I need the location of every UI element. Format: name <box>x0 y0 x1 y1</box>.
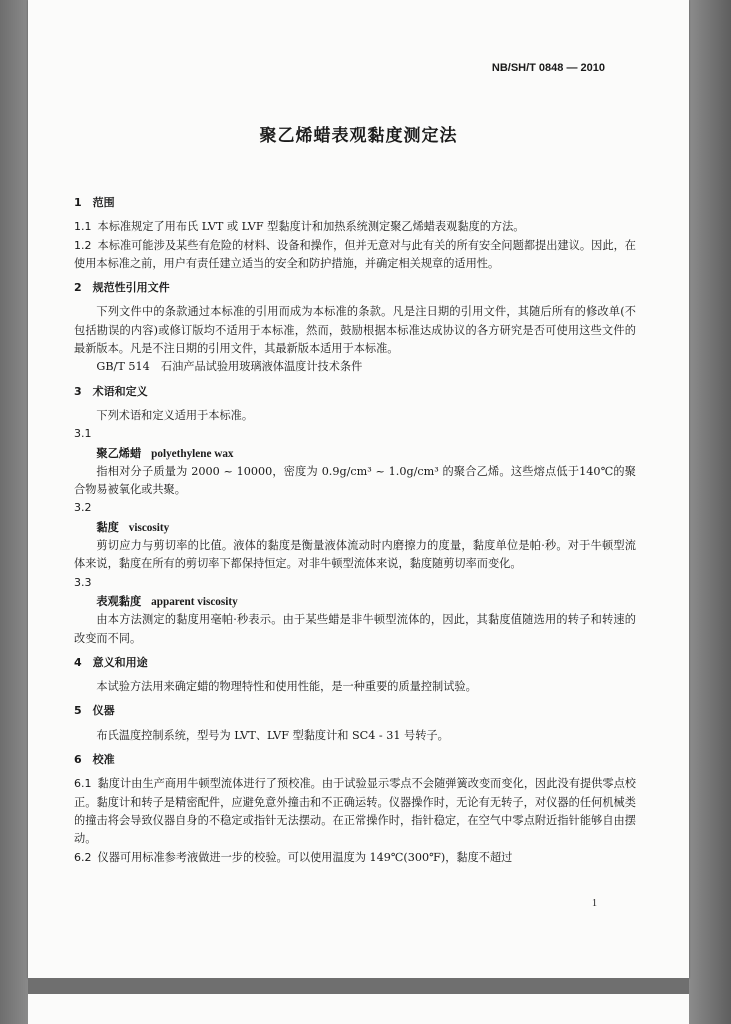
term-cn: 表观黏度 <box>96 593 142 608</box>
clause-text: 黏度计由生产商用牛顿型流体进行了预校准。由于试验显示零点不会随弹簧改变而变化，因此没有提供零点校正。黏度计和转子是精密配件，应避免意外撞击和不正确运转。仪器操作时，无论有无转子，对仪器的任何机械类的撞击将会导致仪器自身的不稳定或指针无法摆动。在正常操作时，指针稳定，在空气中零点附近指针能够自由摆动。 <box>74 777 636 846</box>
document-body <box>74 188 636 867</box>
term-viscosity <box>74 518 636 537</box>
term-polyethylene-wax <box>74 444 636 463</box>
clause-1-1 <box>74 218 636 236</box>
term-en: polyethylene wax <box>151 447 234 460</box>
clause-6-2 <box>74 849 636 867</box>
reference-entry: GB/T 514 石油产品试验用玻璃液体温度计技术条件 <box>96 360 363 374</box>
page-number: 1 <box>592 898 597 909</box>
clause-number: 1.2 <box>74 238 92 252</box>
next-page-edge <box>28 994 689 1024</box>
term-cn: 黏度 <box>96 519 119 534</box>
section-heading-references: 2 规范性引用文件 <box>74 281 170 295</box>
term-number: 3.2 <box>74 501 92 515</box>
term-number: 3.3 <box>74 575 92 589</box>
term-definition: 由本方法测定的黏度用毫帕·秒表示。由于某些蜡是非牛顿型流体的，因此，其黏度值随选用的转子和转速的改变而不同。 <box>74 613 636 645</box>
clause-text: 本标准可能涉及某些有危险的材料、设备和操作，但并无意对与此有关的所有安全问题都提出建议。因此，在使用本标准之前，用户有责任建立适当的安全和防护措施，并确定相关规章的适用性。 <box>74 238 636 270</box>
clause-text: 本标准规定了用布氏 LVT 或 LVF 型黏度计和加热系统测定聚乙烯蜡表观黏度的方法。 <box>97 220 525 234</box>
clause-number: 6.1 <box>74 777 92 791</box>
paragraph-references: 下列文件中的条款通过本标准的引用而成为本标准的条款。凡是注日期的引用文件，其随后所有的修改单(不包括勘误的内容)或修订版均不适用于本标准，然而，鼓励根据本标准达成协议的各方研究是否可使用这些文件的最新版本。凡是不注日期的引用文件，其最新版本适用于本标准。 <box>74 305 636 356</box>
clause-number: 1.1 <box>74 220 92 234</box>
section-heading-calibration: 6 校准 <box>74 753 115 767</box>
term-en: apparent viscosity <box>151 595 238 608</box>
scan-right-edge <box>689 0 731 1024</box>
term-apparent-viscosity <box>74 592 636 611</box>
term-definition: 指相对分子质量为 2000 ~ 10000，密度为 0.9g/cm³ ~ 1.0g/cm³ 的聚合乙烯。这些熔点低于140℃的聚合物易被氧化或共聚。 <box>74 464 636 497</box>
paragraph-apparatus: 布氏温度控制系统，型号为 LVT、LVF 型黏度计和 SC4 - 31 号转子。 <box>96 728 449 742</box>
term-number: 3.1 <box>74 427 92 441</box>
clause-6-1 <box>74 775 636 848</box>
page-title: 聚乙烯蜡表观黏度测定法 <box>259 126 458 146</box>
section-heading-scope: 1 范围 <box>74 196 115 209</box>
clause-1-2 <box>74 237 636 274</box>
clause-text: 仪器可用标准参考液做进一步的校验。可以使用温度为 149℃(300℉)，黏度不超过 <box>97 850 513 864</box>
term-definition: 剪切应力与剪切率的比值。液体的黏度是衡量液体流动时内磨擦力的度量，黏度单位是帕·秒。对于牛顿型流体来说，黏度在所有的剪切率下都保持恒定。对非牛顿型流体来说，黏度随剪切率而变化。 <box>74 539 636 571</box>
standard-code: NB/SH/T 0848 — 2010 <box>491 62 605 74</box>
section-heading-significance: 4 意义和用途 <box>74 655 148 669</box>
section-heading-apparatus: 5 仪器 <box>74 704 115 718</box>
scan-left-edge <box>0 0 28 1024</box>
term-cn: 聚乙烯蜡 <box>96 445 142 460</box>
term-en: viscosity <box>128 521 170 534</box>
page-gap <box>28 978 689 994</box>
paragraph-terms-intro: 下列术语和定义适用于本标准。 <box>96 408 254 422</box>
clause-number: 6.2 <box>74 850 92 864</box>
paragraph-significance: 本试验方法用来确定蜡的物理特性和使用性能，是一种重要的质量控制试验。 <box>96 680 477 694</box>
section-heading-terms: 3 术语和定义 <box>74 384 148 398</box>
document-page <box>28 0 689 978</box>
